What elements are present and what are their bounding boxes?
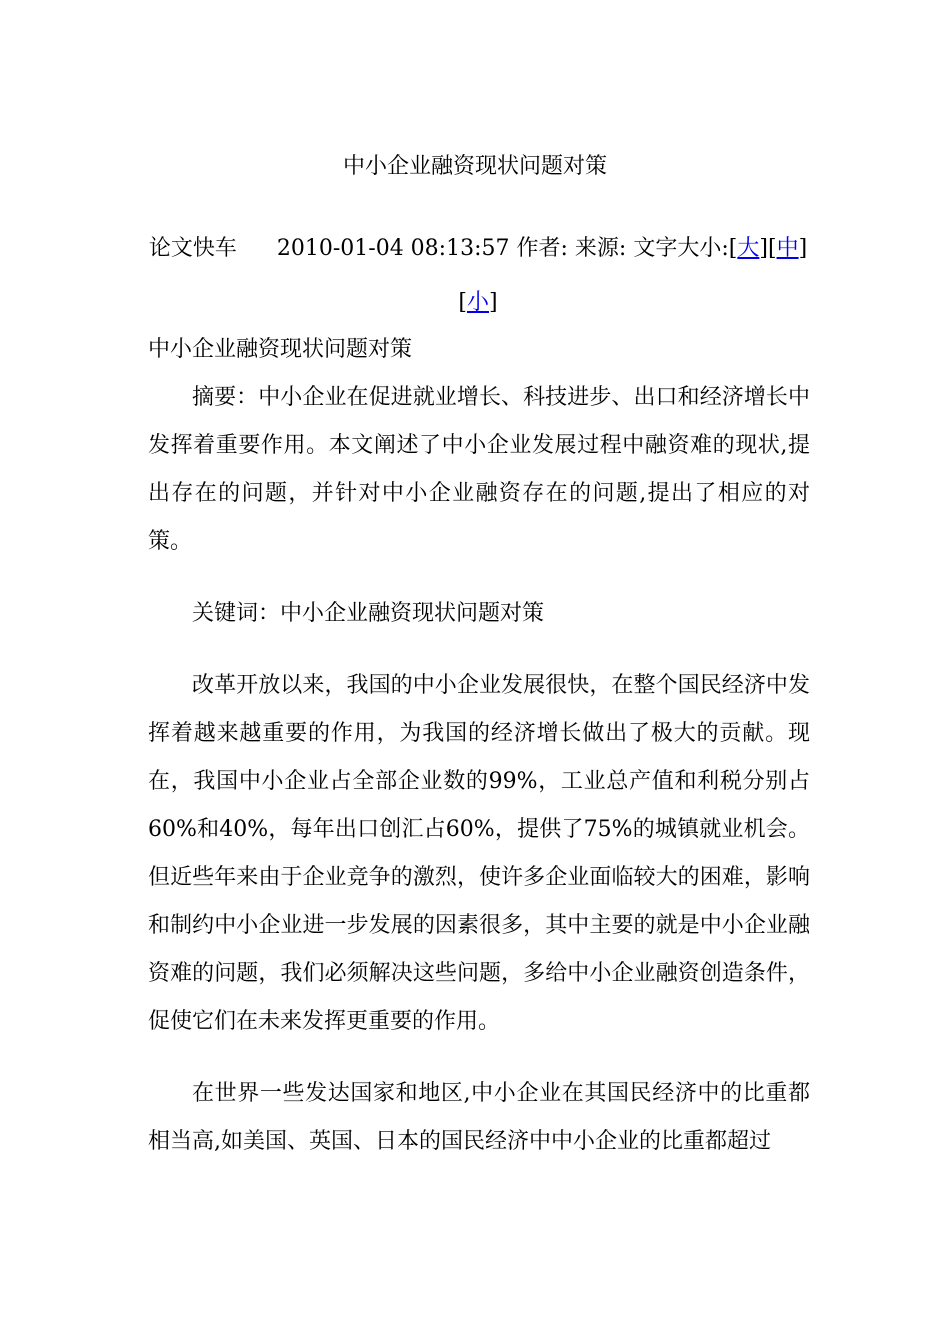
article-meta: 论文快车 2010-01-04 08:13:57 作者: 来源: 文字大小:[大][中][小] bbox=[148, 236, 808, 315]
source-name: 论文快车 bbox=[148, 236, 237, 261]
article-heading: 中小企业融资现状问题对策 bbox=[148, 337, 413, 362]
font-size-medium-link[interactable]: 中 bbox=[776, 236, 799, 261]
publish-datetime: 2010-01-04 08:13:57 bbox=[276, 236, 510, 261]
body-paragraph: 在世界一些发达国家和地区,中小企业在其国民经济中的比重都相当高,如美国、英国、日本的国民经济中中小企业的比重都超过 bbox=[148, 1081, 810, 1154]
font-size-label: 文字大小: bbox=[633, 236, 729, 261]
font-size-large-link[interactable]: 大 bbox=[737, 236, 760, 261]
source-label: 来源: bbox=[574, 236, 627, 261]
font-size-small-link[interactable]: 小 bbox=[466, 290, 489, 315]
abstract-paragraph: 摘要：中小企业在促进就业增长、科技进步、出口和经济增长中发挥着重要作用。本文阐述了中小企业发展过程中融资难的现状,提出存在的问题，并针对中小企业融资存在的问题,提出了相应的对策。 bbox=[148, 385, 810, 554]
article-body bbox=[148, 326, 810, 1166]
body-paragraph: 改革开放以来，我国的中小企业发展很快，在整个国民经济中发挥着越来越重要的作用，为我国的经济增长做出了极大的贡献。现在，我国中小企业占全部企业数的99%，工业总产值和利税分别占60%和40%，每年出口创汇占60%，提供了75%的城镇就业机会。但近些年来由于企业竞争的激烈，使许多企业面临较大的困难，影响和制约中小企业进一步发展的因素很多，其中主要的就是中小企业融资难的问题，我们必须解决这些问题，多给中小企业融资创造条件，促使它们在未来发挥更重要的作用。 bbox=[148, 673, 810, 1034]
keywords-paragraph: 关键词：中小企业融资现状问题对策 bbox=[192, 601, 545, 626]
article-title: 中小企业融资现状问题对策 bbox=[342, 154, 607, 179]
author-label: 作者: bbox=[516, 236, 568, 261]
